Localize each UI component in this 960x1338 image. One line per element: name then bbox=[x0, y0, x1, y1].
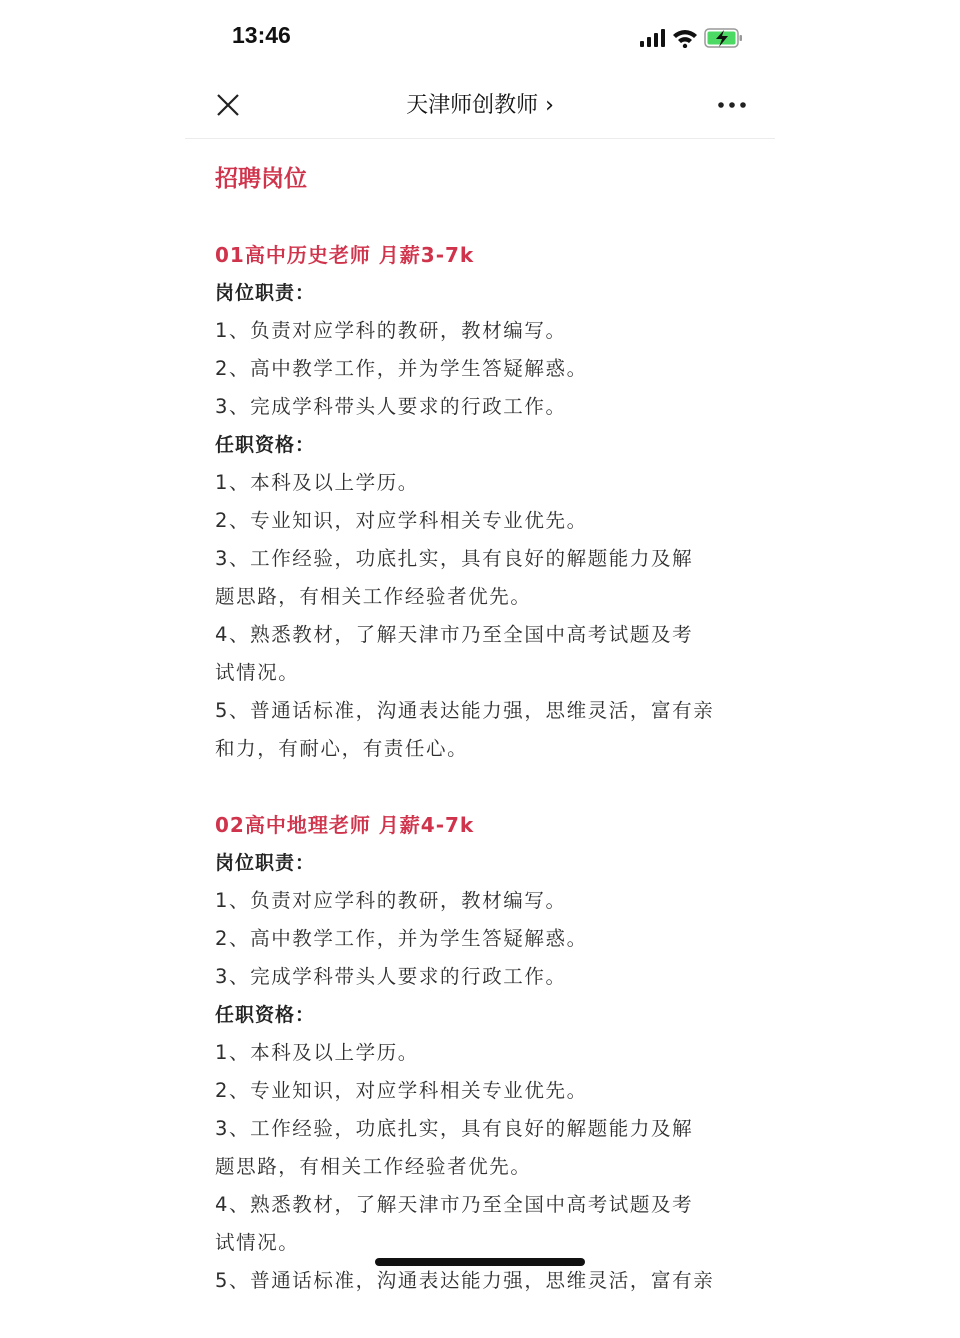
job-list bbox=[215, 236, 760, 1300]
job-section bbox=[215, 236, 760, 768]
requirement-item: 1、本科及以上学历。 bbox=[215, 471, 419, 494]
duty-item: 1、负责对应学科的教研，教材编写。 bbox=[215, 889, 567, 912]
account-title-link[interactable]: 天津师创教师 › bbox=[406, 93, 554, 118]
more-icon[interactable] bbox=[717, 92, 747, 118]
requirement-item: 3、工作经验，功底扎实，具有良好的解题能力及解 bbox=[215, 547, 694, 570]
signal-icon bbox=[640, 29, 666, 47]
duty-item: 2、高中教学工作，并为学生答疑解惑。 bbox=[215, 357, 588, 380]
duty-item: 3、完成学科带头人要求的行政工作。 bbox=[215, 965, 567, 988]
nav-bar bbox=[185, 70, 775, 139]
requirement-item: 4、熟悉教材，了解天津市乃至全国中高考试题及考 bbox=[215, 623, 694, 646]
requirement-item: 3、工作经验，功底扎实，具有良好的解题能力及解 bbox=[215, 1117, 694, 1140]
wifi-icon bbox=[672, 28, 698, 48]
page-heading: 招聘岗位 bbox=[215, 166, 307, 192]
duty-item: 1、负责对应学科的教研，教材编写。 bbox=[215, 319, 567, 342]
requirement-item: 2、专业知识，对应学科相关专业优先。 bbox=[215, 1079, 588, 1102]
battery-charging-icon bbox=[704, 27, 744, 49]
requirement-item: 试情况。 bbox=[215, 661, 300, 684]
requirement-item: 试情况。 bbox=[215, 1231, 300, 1254]
job-title: 02高中地理老师 月薪4-7k bbox=[215, 813, 475, 837]
requirement-item: 题思路，有相关工作经验者优先。 bbox=[215, 585, 532, 608]
job-section bbox=[215, 806, 760, 1300]
requirement-item: 2、专业知识，对应学科相关专业优先。 bbox=[215, 509, 588, 532]
requirement-item: 4、熟悉教材，了解天津市乃至全国中高考试题及考 bbox=[215, 1193, 694, 1216]
requirement-item: 5、普通话标准，沟通表达能力强，思维灵活，富有亲 bbox=[215, 699, 715, 722]
requirement-item: 5、普通话标准，沟通表达能力强，思维灵活，富有亲 bbox=[215, 1269, 715, 1292]
requirement-item: 题思路，有相关工作经验者优先。 bbox=[215, 1155, 532, 1178]
job-title: 01高中历史老师 月薪3-7k bbox=[215, 243, 475, 267]
requirement-item: 1、本科及以上学历。 bbox=[215, 1041, 419, 1064]
article-content bbox=[215, 160, 760, 1338]
status-icons bbox=[640, 26, 744, 50]
home-indicator[interactable] bbox=[375, 1258, 585, 1266]
duties-label: 岗位职责： bbox=[215, 282, 316, 304]
requirements-label: 任职资格： bbox=[215, 434, 316, 456]
status-time: 13:46 bbox=[232, 22, 291, 48]
duty-item: 3、完成学科带头人要求的行政工作。 bbox=[215, 395, 567, 418]
requirement-item: 和力，有耐心，有责任心。 bbox=[215, 737, 469, 760]
requirements-label: 任职资格： bbox=[215, 1004, 316, 1026]
duty-item: 2、高中教学工作，并为学生答疑解惑。 bbox=[215, 927, 588, 950]
duties-label: 岗位职责： bbox=[215, 852, 316, 874]
